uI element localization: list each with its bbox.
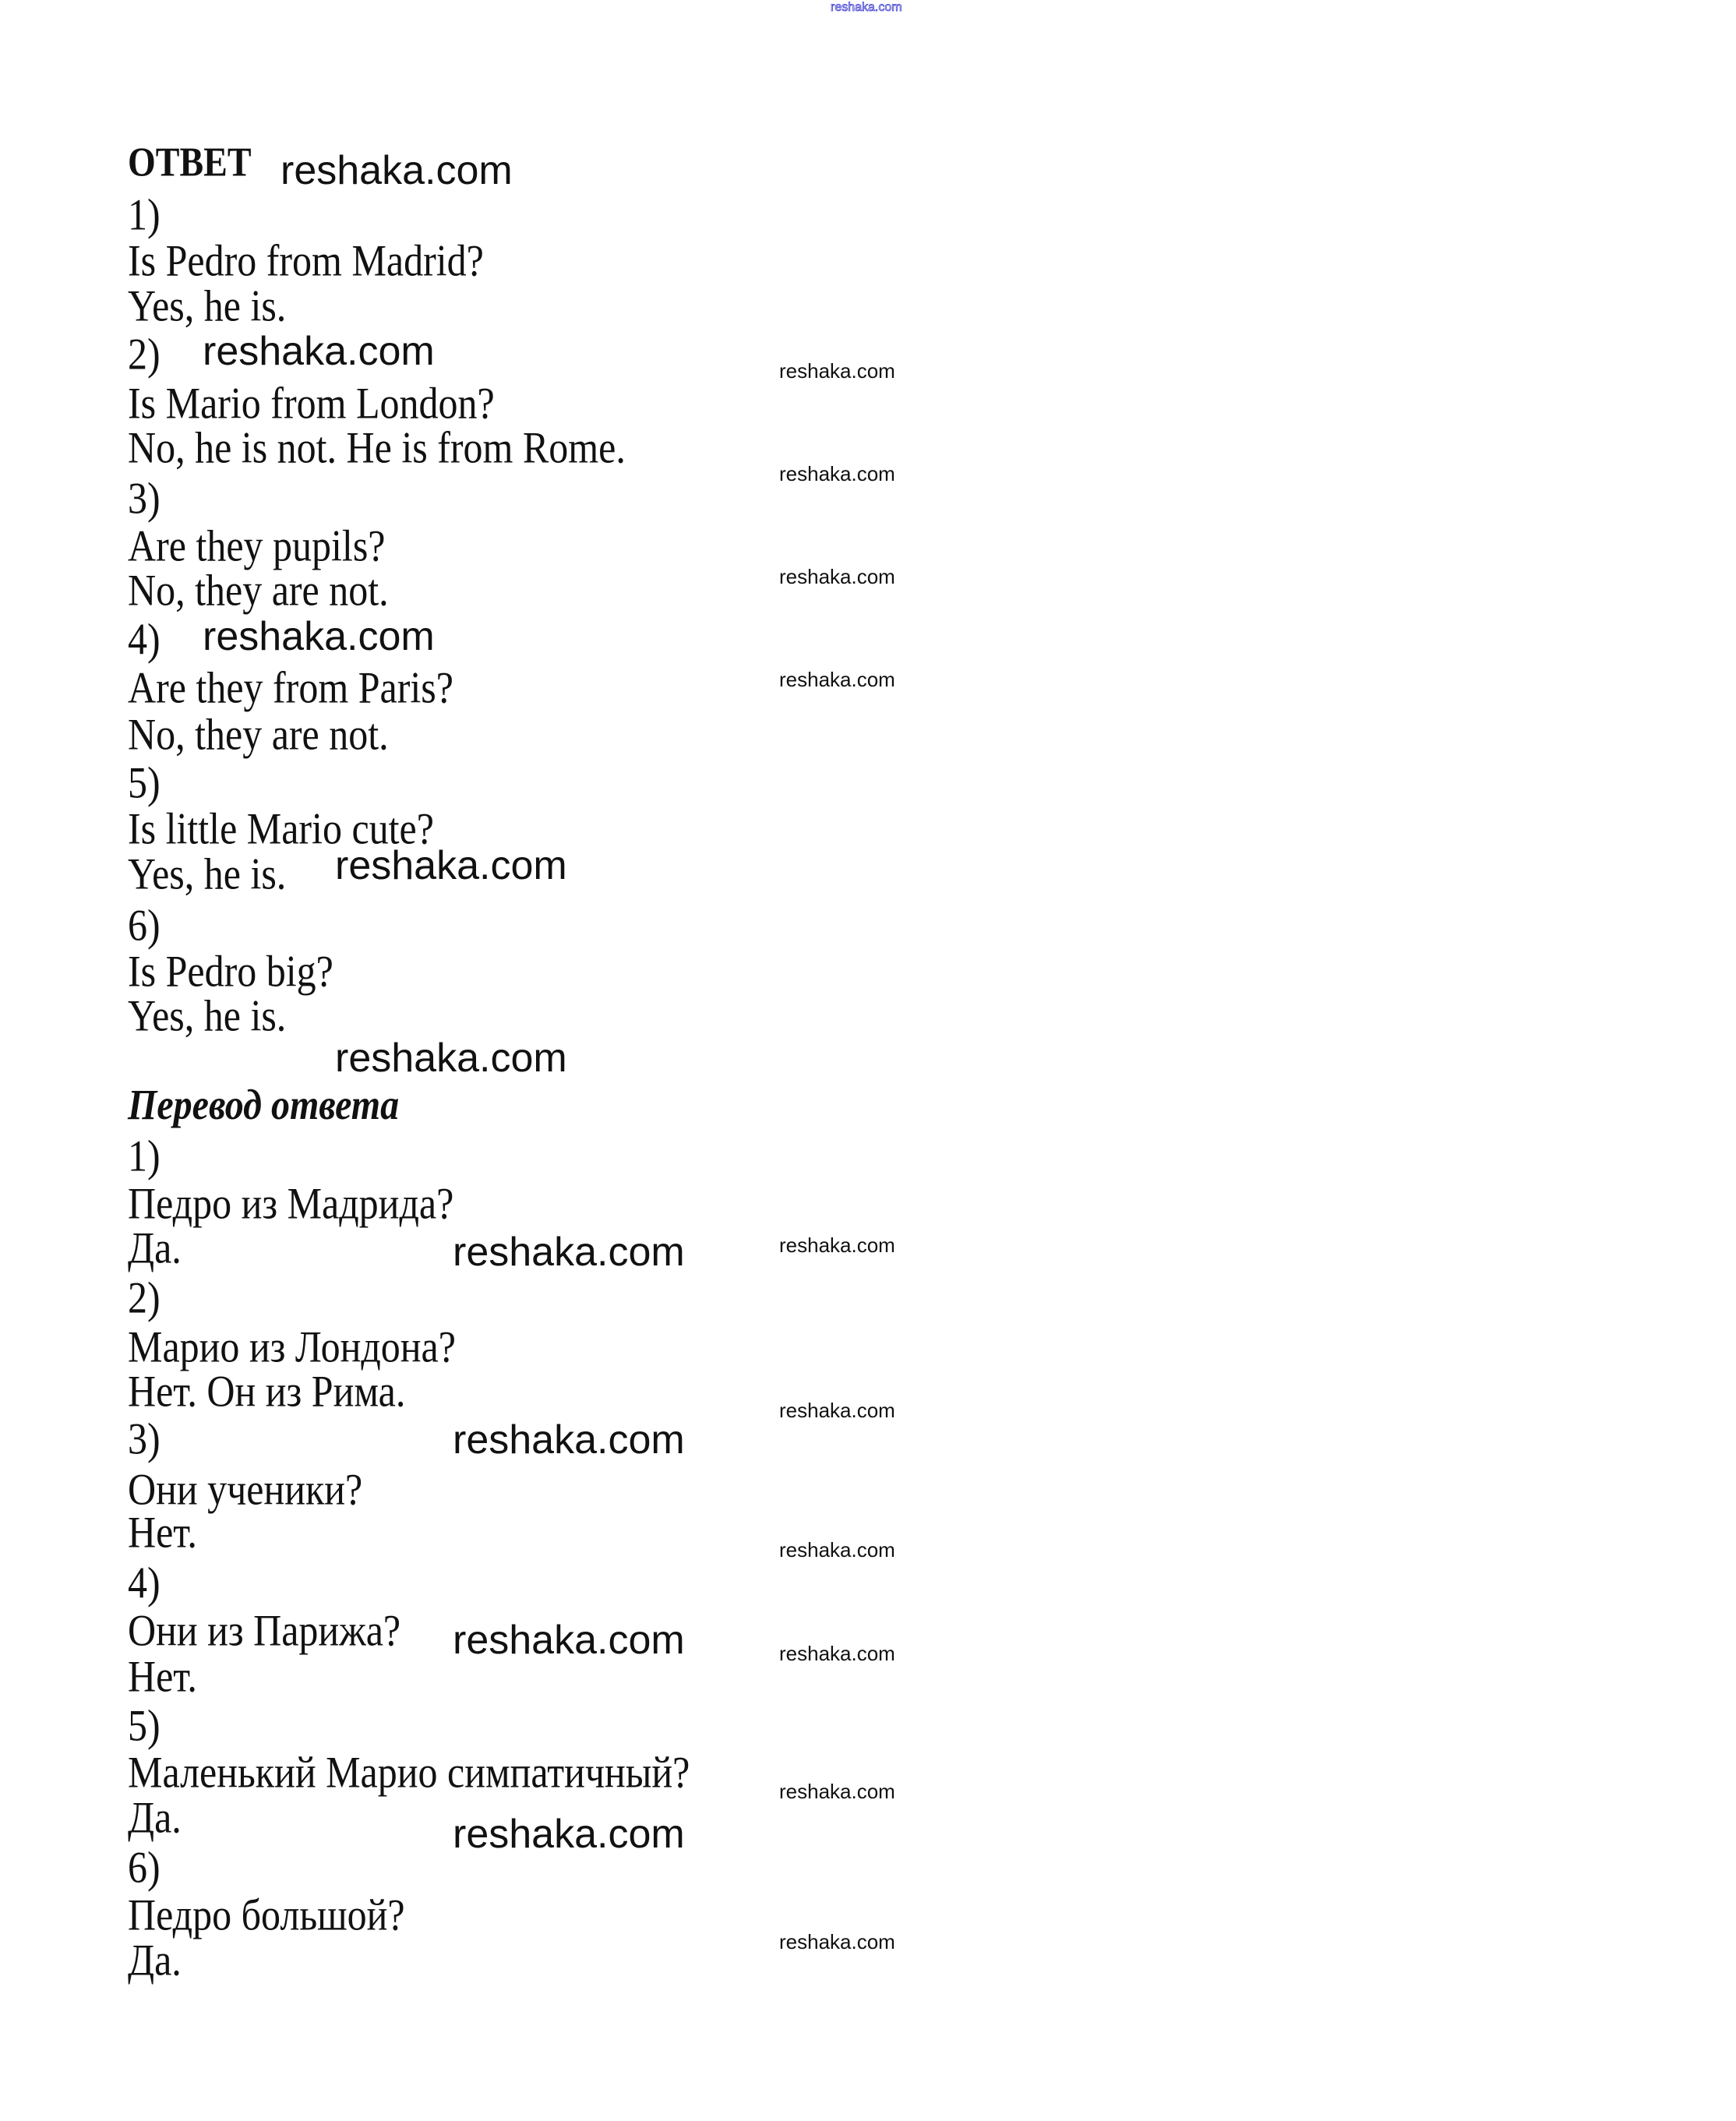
translation-reply: Нет. — [128, 1650, 197, 1701]
translation-question: Педро из Мадрида? — [128, 1177, 454, 1228]
translation-question: Они из Парижа? — [128, 1604, 401, 1655]
watermark-large: reshaka.com — [453, 1812, 685, 1857]
answer-question: Is Mario from London? — [128, 377, 495, 428]
answer-reply: No, they are not. — [128, 708, 389, 759]
watermark-small: reshaka.com — [779, 1930, 895, 1953]
translation-reply: Нет. — [128, 1506, 197, 1557]
watermark-large: reshaka.com — [203, 329, 435, 374]
watermark-large: reshaka.com — [335, 843, 567, 888]
translation-question: Педро большой? — [128, 1889, 405, 1939]
answer-number: 1) — [128, 189, 161, 239]
answer-number: 6) — [128, 899, 161, 950]
answer-reply: No, they are not. — [128, 564, 389, 615]
translation-question: Маленький Марио симпатичный? — [128, 1746, 690, 1797]
answer-question: Is Pedro big? — [128, 945, 333, 996]
answer-number: 3) — [128, 472, 161, 523]
watermark-large: reshaka.com — [453, 1230, 685, 1275]
watermark-small: reshaka.com — [779, 1780, 895, 1803]
watermark-small: reshaka.com — [779, 1399, 895, 1422]
answer-number: 5) — [128, 757, 161, 807]
watermark-large: reshaka.com — [335, 1036, 567, 1081]
translation-question: Марио из Лондона? — [128, 1321, 456, 1371]
watermark-small: reshaka.com — [779, 1233, 895, 1257]
watermark-small: reshaka.com — [779, 1538, 895, 1562]
translation-heading: Перевод ответа — [128, 1081, 400, 1129]
translation-reply: Да. — [128, 1934, 182, 1985]
translation-reply: Да. — [128, 1222, 182, 1272]
top-watermark: reshaka.com — [831, 1, 902, 14]
translation-number: 2) — [128, 1272, 161, 1322]
answer-reply: No, he is not. He is from Rome. — [128, 422, 626, 472]
answer-reply: Yes, he is. — [128, 280, 287, 330]
answer-reply: Yes, he is. — [128, 848, 287, 898]
watermark-small: reshaka.com — [779, 1642, 895, 1665]
watermark-small: reshaka.com — [779, 668, 895, 691]
watermark-small: reshaka.com — [779, 462, 895, 485]
translation-number: 6) — [128, 1841, 161, 1892]
translation-number: 1) — [128, 1130, 161, 1180]
translation-reply: Да. — [128, 1791, 182, 1842]
translation-question: Они ученики? — [128, 1463, 363, 1514]
translation-number: 3) — [128, 1413, 161, 1463]
translation-reply: Нет. Он из Рима. — [128, 1365, 406, 1416]
answer-reply: Yes, he is. — [128, 990, 287, 1040]
watermark-small: reshaka.com — [779, 565, 895, 588]
watermark-large: reshaka.com — [203, 614, 435, 659]
answer-heading: ОТВЕТ — [128, 139, 252, 185]
watermark-small: reshaka.com — [779, 359, 895, 383]
answer-number: 2) — [128, 328, 161, 379]
answer-number: 4) — [128, 613, 161, 664]
translation-number: 4) — [128, 1557, 161, 1608]
answer-question: Is Pedro from Madrid? — [128, 235, 484, 285]
watermark-large: reshaka.com — [453, 1417, 685, 1463]
watermark-large: reshaka.com — [453, 1618, 685, 1663]
watermark-large: reshaka.com — [281, 148, 513, 193]
answer-question: Are they pupils? — [128, 520, 386, 570]
answer-question: Are they from Paris? — [128, 662, 453, 712]
translation-number: 5) — [128, 1699, 161, 1750]
answer-question: Is little Mario cute? — [128, 803, 434, 853]
